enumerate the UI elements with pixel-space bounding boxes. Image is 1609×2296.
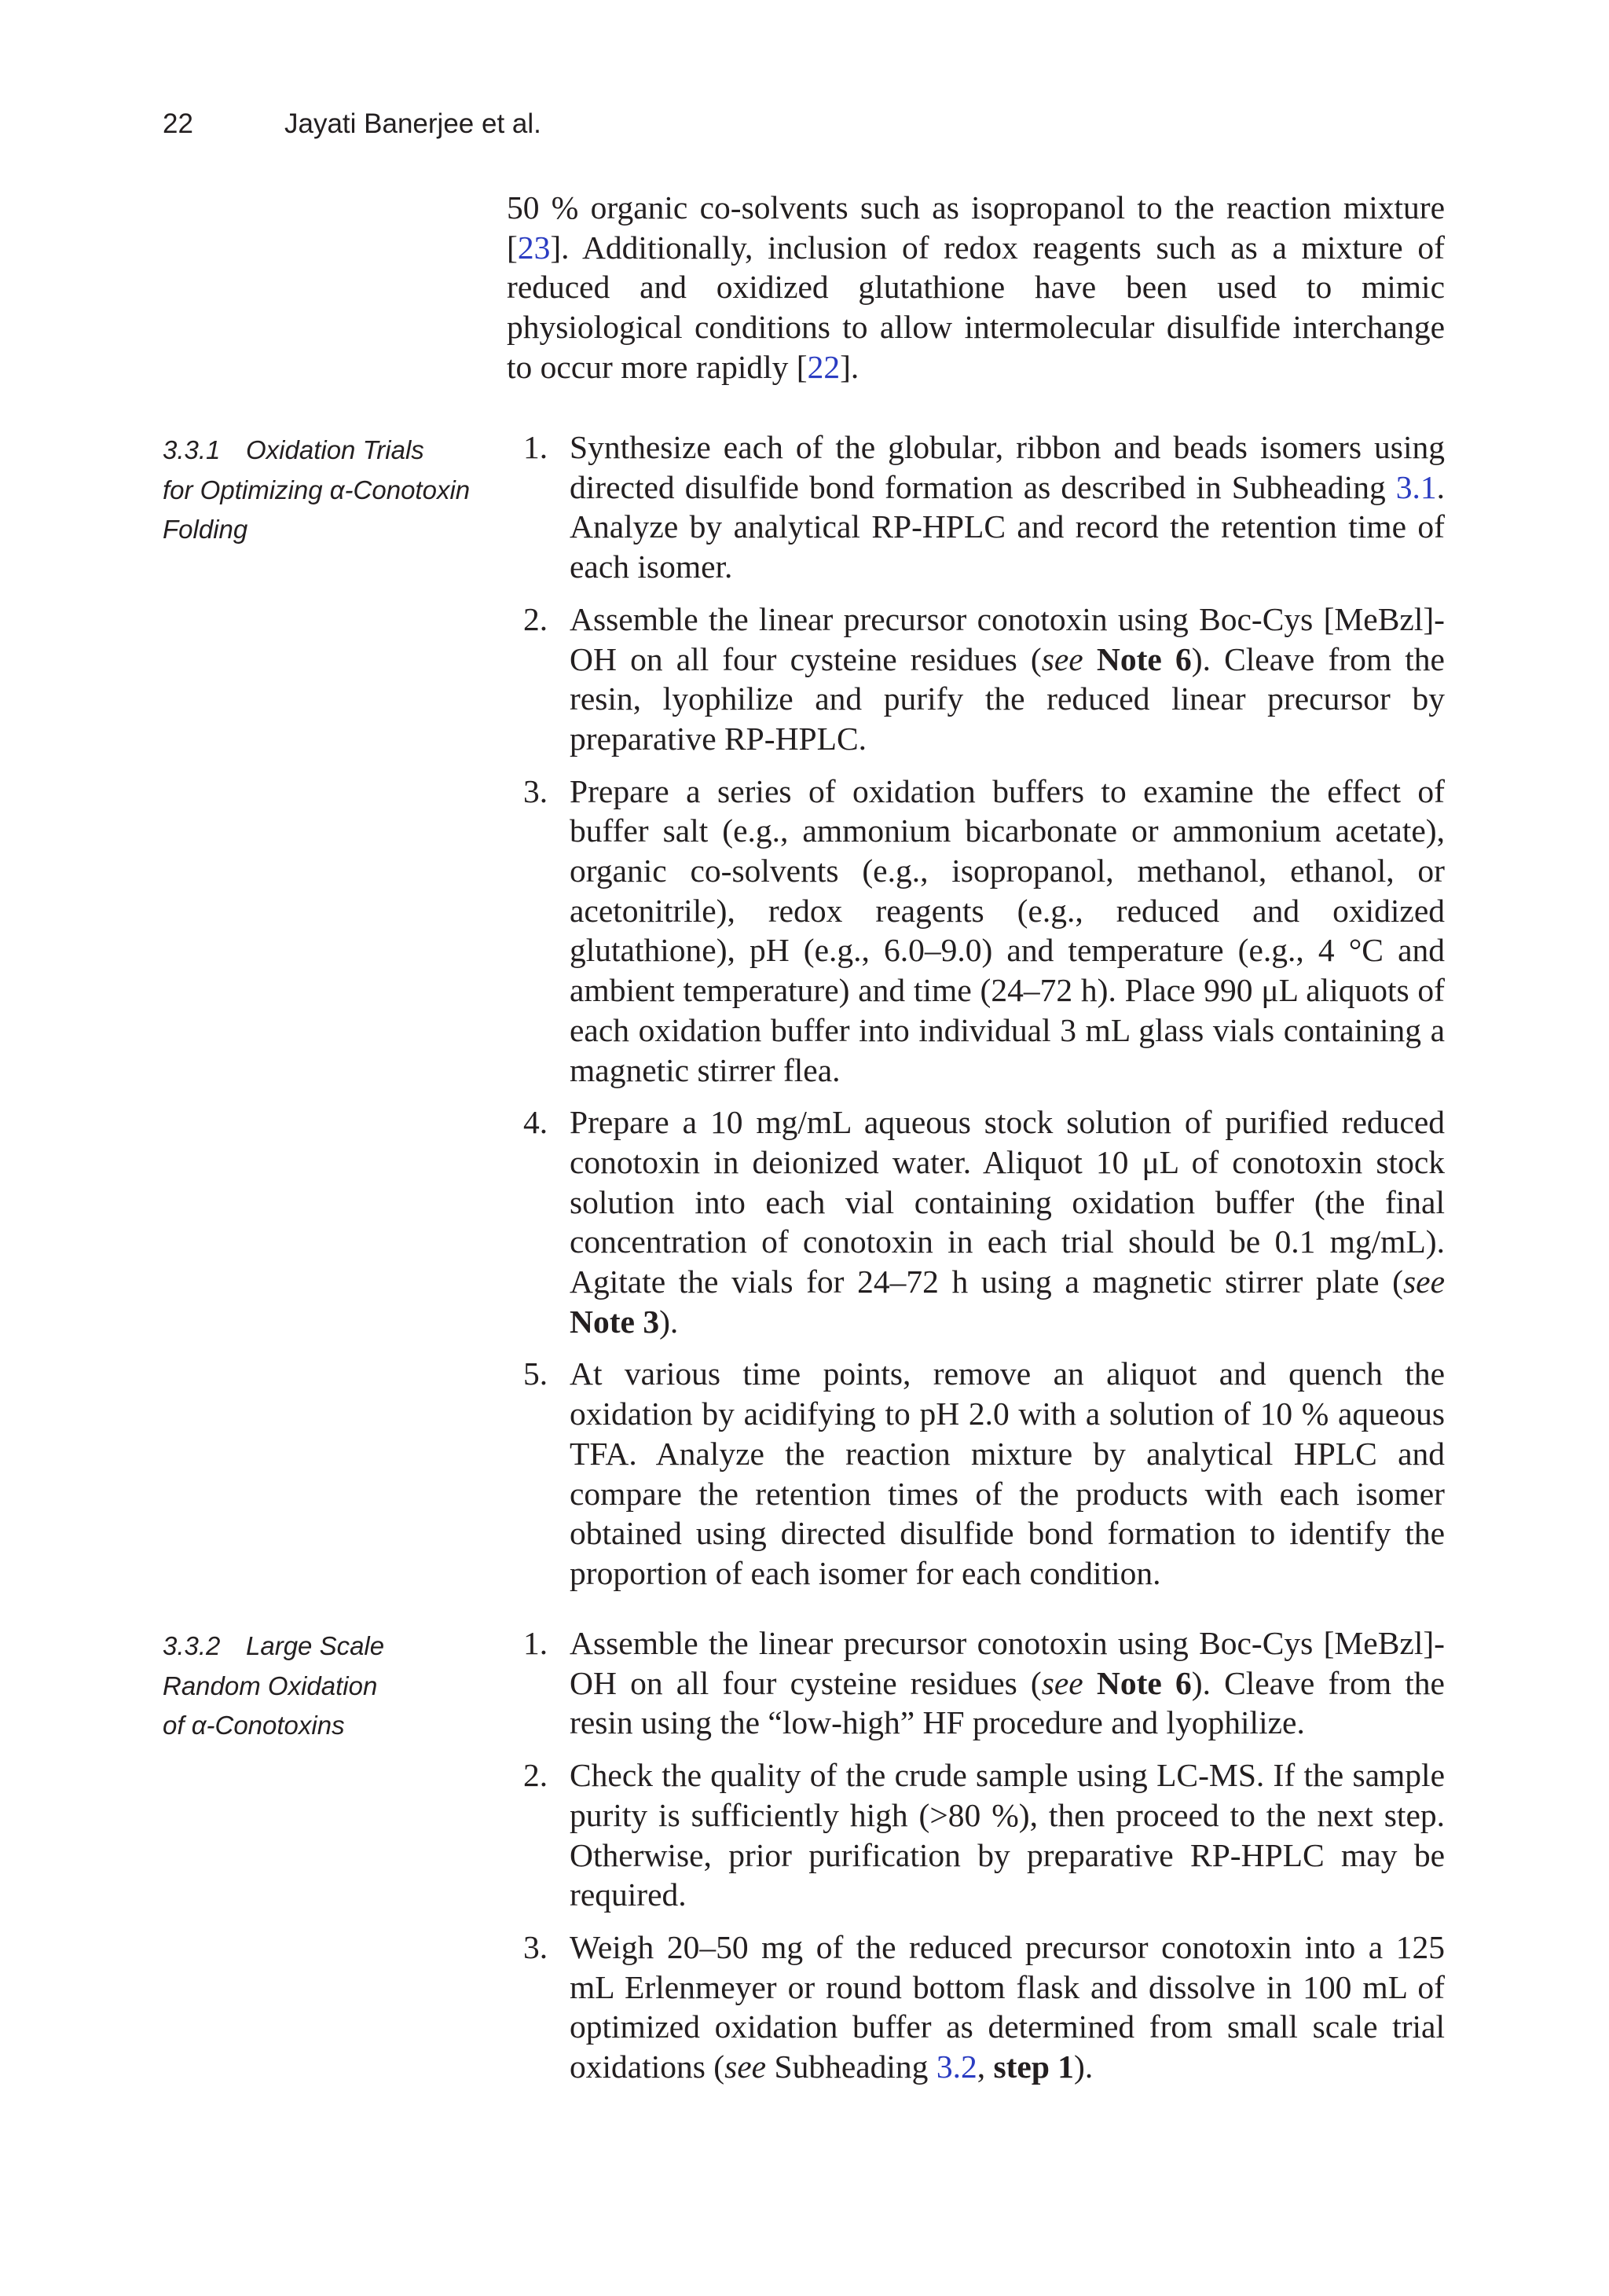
side-heading-3-3-2: 3.3.2 Large Scale Random Oxidation of α-Conotoxins xyxy=(163,1627,485,1746)
list-item: 3. Weigh 20–50 mg of the reduced precursor conotoxin into a 125 mL Erlenmeyer or round bottom flask and dissolve in 100 mL of optimized oxidation buffer as determined from small scale trial oxidations (see Subheading 3.2, step 1). xyxy=(523,1928,1445,2085)
note-reference: Note 6 xyxy=(1096,1664,1192,1701)
running-head-authors: Jayati Banerjee et al. xyxy=(284,108,541,139)
list-item: 2. Assemble the linear precursor conotoxin using Boc-Cys [MeBzl]-OH on all four cysteine residues (see Note 6). Cleave from the resin, lyophilize and purify the reduced linear precursor by preparative RP-HPLC. xyxy=(523,600,1445,757)
list-item: 4. Prepare a 10 mg/mL aqueous stock solution of purified reduced conotoxin in deionized water. Aliquot 10 μL of conotoxin stock solution into each vial containing oxidation buffer (the final concentration of conotoxin in each trial should be 0.1 mg/mL). Agitate the vials for 24–72 h using a magnetic stirrer plate (see Note 3). xyxy=(523,1104,1445,1340)
note-reference: Note 3 xyxy=(570,1303,660,1340)
list-item: 5. At various time points, remove an aliquot and quench the oxidation by acidifying to pH 2.0 with a solution of 10 % aqueous TFA. Analyze the reaction mixture by analytical HPLC and compare the retention times of the products with each isomer obtained using directed disulfide bond formation to identify the proportion of each isomer for each condition. xyxy=(523,1355,1445,1591)
intro-paragraph: 50 % organic co-solvents such as isopropanol to the reaction mixture [23]. Additionally, inclusion of redox reagents such as a mixture of reduced and oxidized glutathione have been used to mimic physiological conditions to allow intermolecular disulfide interchange to occur more rapidly [22]. xyxy=(507,189,1445,385)
running-head xyxy=(163,108,541,140)
section-3-3-1-steps xyxy=(507,427,1445,1606)
section-number: 3.3.1 xyxy=(163,435,221,464)
section-number: 3.3.2 xyxy=(163,1631,221,1660)
list-item: 3. Prepare a series of oxidation buffers to examine the effect of buffer salt (e.g., ammonium bicarbonate or ammonium acetate), organic co-solvents (e.g., isopropanol, methanol, ethanol, or acetonitrile), redox reagents (e.g., reduced and oxidized glutathione), pH (e.g., 6.0–9.0) and temperature (e.g., 4 °C and ambient temperature) and time (24–72 h). Place 990 μL aliquots of each oxidation buffer into individual 3 mL glass vials containing a magnetic stirrer flea. xyxy=(523,772,1445,1088)
section-3-3-2-steps xyxy=(507,1623,1445,2100)
subheading-link[interactable]: 3.1 xyxy=(1395,468,1437,505)
list-item: 1. Synthesize each of the globular, ribbon and beads isomers using directed disulfide bond formation as described in Subheading 3.1. Analyze by analytical RP-HPLC and record the retention time of each isomer. xyxy=(523,429,1445,585)
page-number: 22 xyxy=(163,108,193,139)
list-item: 2. Check the quality of the crude sample using LC-MS. If the sample purity is sufficiently high (>80 %), then proceed to the next step. Otherwise, prior purification by preparative RP-HPLC may be required. xyxy=(523,1757,1445,1913)
list-item: 1. Assemble the linear precursor conotoxin using Boc-Cys [MeBzl]-OH on all four cysteine residues (see Note 6). Cleave from the resin using the “low-high” HF procedure and lyophilize. xyxy=(523,1625,1445,1741)
note-reference: Note 6 xyxy=(1096,640,1192,677)
subheading-link[interactable]: 3.2 xyxy=(936,2048,977,2085)
step-reference: step 1 xyxy=(993,2048,1075,2085)
citation-link[interactable]: 23 xyxy=(517,229,551,266)
citation-link[interactable]: 22 xyxy=(807,348,841,385)
side-heading-3-3-1: 3.3.1 Oxidation Trials for Optimizing α-Conotoxin Folding xyxy=(163,431,485,550)
